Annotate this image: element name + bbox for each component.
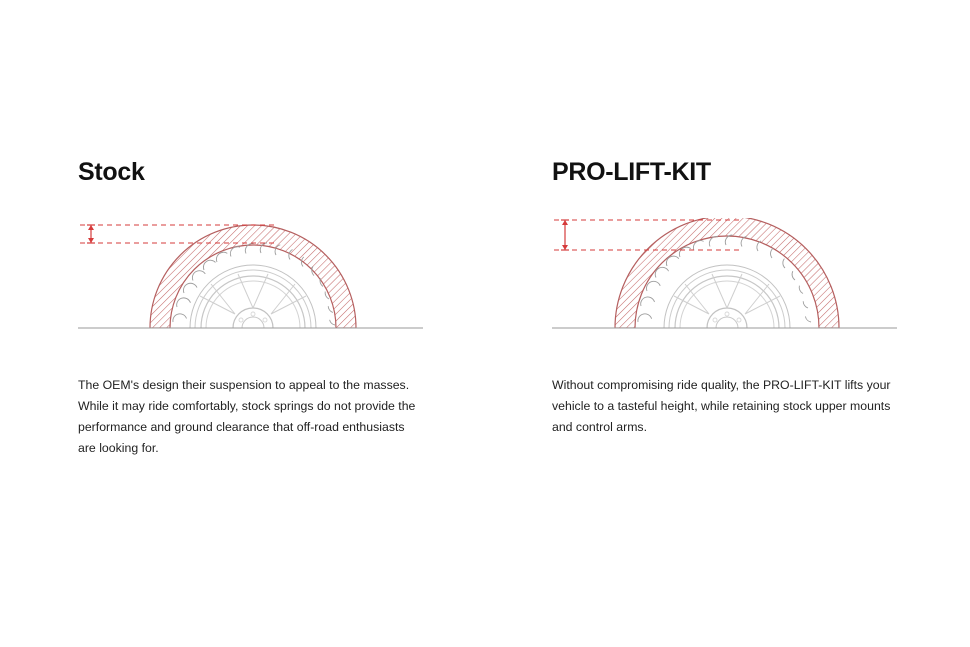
panel-title-pro-lift-kit: PRO-LIFT-KIT [552,158,711,186]
panel-body-stock: The OEM's design their suspension to appeal to the masses. While it may ride comfortably, stock springs do not provide the performance and ground clearance that off-road enthusiasts are looking for. [78,378,416,456]
figure-stock [78,218,423,353]
panel-pro-lift-kit [552,160,932,451]
wheel-icon [190,265,316,353]
panel-body-pro-lift-kit: Without compromising ride quality, the PRO-LIFT-KIT lifts your vehicle to a tasteful height, while retaining stock upper mounts and control arms. [552,378,891,435]
figure-pro-lift-kit [552,218,897,353]
wheel-arch-icon [615,218,839,328]
wheel-icon [664,265,790,353]
panel-stock [78,160,458,472]
panel-title-stock: Stock [78,158,145,186]
